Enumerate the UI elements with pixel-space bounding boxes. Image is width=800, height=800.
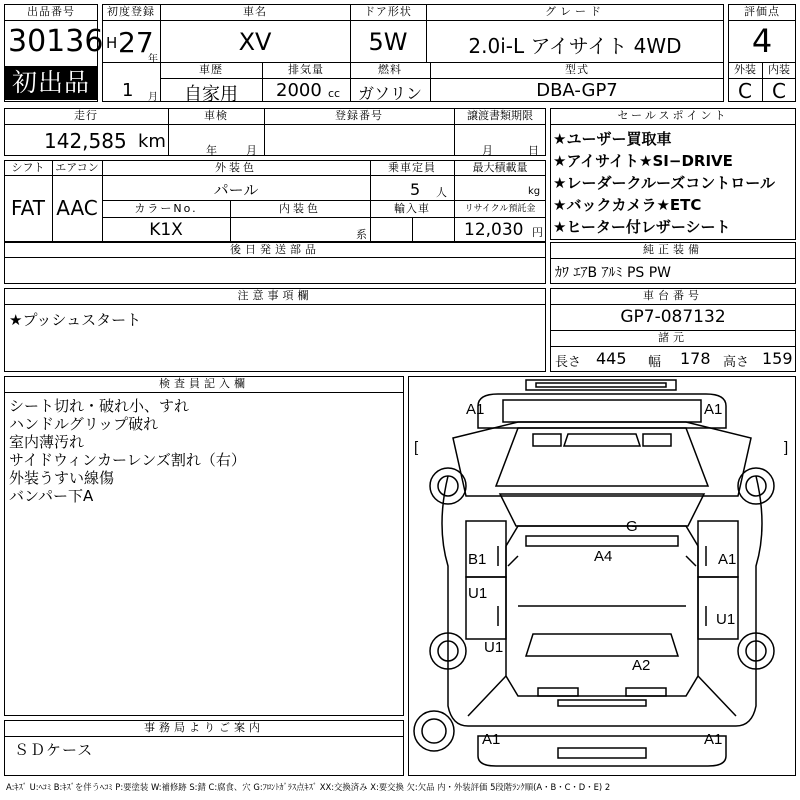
inspection-month-unit: 月 <box>246 144 257 157</box>
mark-trunk: A2 <box>632 657 651 674</box>
interior-score: C <box>772 79 786 103</box>
recycle-value: 12,030 <box>464 220 524 240</box>
mark-hood: G <box>626 518 638 535</box>
capacity-unit: 人 <box>436 186 447 199</box>
score-value: 4 <box>751 22 773 60</box>
equipment-label: 純正装備 <box>643 243 703 256</box>
import-label: 輸入車 <box>394 202 430 215</box>
transfer-deadline-label: 譲渡書類期限 <box>467 109 533 122</box>
first-reg-month-unit: 月 <box>148 92 158 103</box>
later-parts-label: 後日発送部品 <box>230 243 320 256</box>
transfer-day-unit: 日 <box>528 144 539 157</box>
height-label: 高さ <box>723 355 750 370</box>
lot-label: 出品番号 <box>27 5 75 18</box>
car-damage-diagram <box>408 376 796 776</box>
car-name-value: XV <box>238 28 272 56</box>
car-name-label: 車名 <box>243 5 267 18</box>
inspection-year-unit: 年 <box>206 144 217 157</box>
width-label: 幅 <box>648 355 662 370</box>
capacity-label: 乗車定員 <box>388 161 436 174</box>
exterior-score-label: 外装 <box>734 63 756 76</box>
equipment-value: ｶﾜ ｴｱB ｱﾙﾐ PS PW <box>555 265 672 281</box>
mark-rear-left: A1 <box>482 731 501 748</box>
max-load-unit: kg <box>528 186 541 197</box>
max-load-label: 最大積載量 <box>472 161 528 174</box>
sales-point-item: ★レーダークルーズコントロール <box>553 174 775 192</box>
bracket-right: ] <box>784 439 789 456</box>
exterior-color-value: パール <box>213 181 259 199</box>
mark-left-rear-fender: U1 <box>484 639 504 656</box>
sales-point-item: ★アイサイト★SI−DRIVE <box>553 152 733 170</box>
lot-number: 30136 <box>8 24 104 59</box>
inspection-label: 車検 <box>204 109 228 122</box>
door-label: ドア形状 <box>364 5 412 18</box>
model-type-value: DBA-GP7 <box>536 80 618 101</box>
interior-color-unit: 系 <box>356 228 367 241</box>
inspector-note: バンパー下A <box>9 487 94 505</box>
aircon-value: AAC <box>56 196 98 220</box>
displacement-unit: cc <box>328 87 341 100</box>
height-value: 159 <box>762 349 793 368</box>
mileage-label: 走行 <box>74 109 98 122</box>
first-reg-era: H <box>106 34 118 52</box>
sales-point-item: ★ヒーター付レザーシート <box>553 218 731 236</box>
interior-score-label: 内装 <box>768 63 790 76</box>
fuel-value: ガソリン <box>357 84 422 103</box>
length-value: 445 <box>596 349 627 368</box>
chassis-label: 車台番号 <box>643 289 703 302</box>
mileage-value: 142,585 <box>44 129 127 153</box>
first-reg-year-unit: 年 <box>148 54 158 65</box>
inspector-note: 外装うすい線傷 <box>9 469 115 487</box>
grade-label: グレード <box>545 5 605 18</box>
aircon-label: エアコン <box>55 161 99 174</box>
exterior-score: C <box>738 79 752 103</box>
score-label: 評価点 <box>744 5 780 18</box>
mark-front-right: A1 <box>704 401 723 418</box>
caution-label: 注意事項欄 <box>237 289 313 302</box>
length-label: 長さ <box>555 355 582 370</box>
shift-value: FAT <box>10 196 45 220</box>
first-reg-year: 27 <box>118 26 154 59</box>
mark-rear-right: A1 <box>704 731 723 748</box>
first-listing-badge: 初出品 <box>5 66 97 100</box>
displacement-value: 2000 <box>276 80 322 101</box>
sales-point-item: ★バックカメラ★ETC <box>553 196 702 214</box>
caution-value: ★プッシュスタート <box>9 311 142 329</box>
mark-right-front-door: A1 <box>718 551 737 568</box>
sales-point-item: ★ユーザー買取車 <box>553 130 672 148</box>
inspector-note: 室内薄汚れ <box>9 433 85 451</box>
inspector-label: 検査員記入欄 <box>159 377 249 390</box>
registration-label: 登録番号 <box>335 109 383 122</box>
chassis-value: GP7-087132 <box>620 307 726 327</box>
inspector-note: シート切れ・破れ小、すれ <box>9 397 190 415</box>
grade-value: 2.0i-L アイサイト 4WD <box>468 34 682 58</box>
inspector-note: ハンドルグリップ破れ <box>9 415 159 433</box>
mileage-unit: km <box>138 131 166 152</box>
interior-color-label: 内装色 <box>279 202 321 215</box>
inspector-note: サイドウィンカーレンズ割れ（右） <box>9 451 246 469</box>
capacity-value: 5 <box>410 180 421 199</box>
recycle-label: リサイクル預託金 <box>464 204 536 214</box>
office-value: ＳＤケース <box>14 741 94 759</box>
mark-roof: A4 <box>594 548 613 565</box>
bracket-left: [ <box>414 439 419 456</box>
door-value: 5W <box>368 28 408 56</box>
fuel-label: 燃料 <box>378 63 402 76</box>
mark-left-front-door: B1 <box>468 551 487 568</box>
color-no-value: K1X <box>149 220 183 240</box>
mark-right-rear-door: U1 <box>716 611 736 628</box>
transfer-month-unit: 月 <box>482 144 493 157</box>
mark-front-left: A1 <box>466 401 485 418</box>
mark-left-rear-door: U1 <box>468 585 488 602</box>
first-reg-month: 1 <box>122 80 134 101</box>
history-label: 車歴 <box>199 63 223 76</box>
sales-points-label: セールスポイント <box>617 109 729 122</box>
history-value: 自家用 <box>184 84 238 105</box>
recycle-unit: 円 <box>532 226 543 239</box>
width-value: 178 <box>680 349 711 368</box>
color-no-label: カラーNo. <box>134 202 198 215</box>
displacement-label: 排気量 <box>288 63 324 76</box>
first-reg-label: 初度登録 <box>107 5 155 18</box>
office-label: 事務局よりご案内 <box>144 721 264 734</box>
exterior-color-label: 外装色 <box>215 161 257 174</box>
dimensions-label: 諸元 <box>658 331 688 344</box>
model-type-label: 型式 <box>565 63 589 76</box>
shift-label: シフト <box>11 161 45 174</box>
legend-text: A:ｷｽﾞ U:ﾍｺﾐ B:ｷｽﾞを伴うﾍｺﾐ P:要塗装 W:補修跡 S:錆 C:腐食、穴 G:ﾌﾛﾝﾄｶﾞﾗｽ点ｷｽﾞ XX:交換済み X:要交換 欠:欠品 内・外装評価 5段階ﾗﾝｸ順(A・B・C・D・E) 2 <box>6 782 611 792</box>
